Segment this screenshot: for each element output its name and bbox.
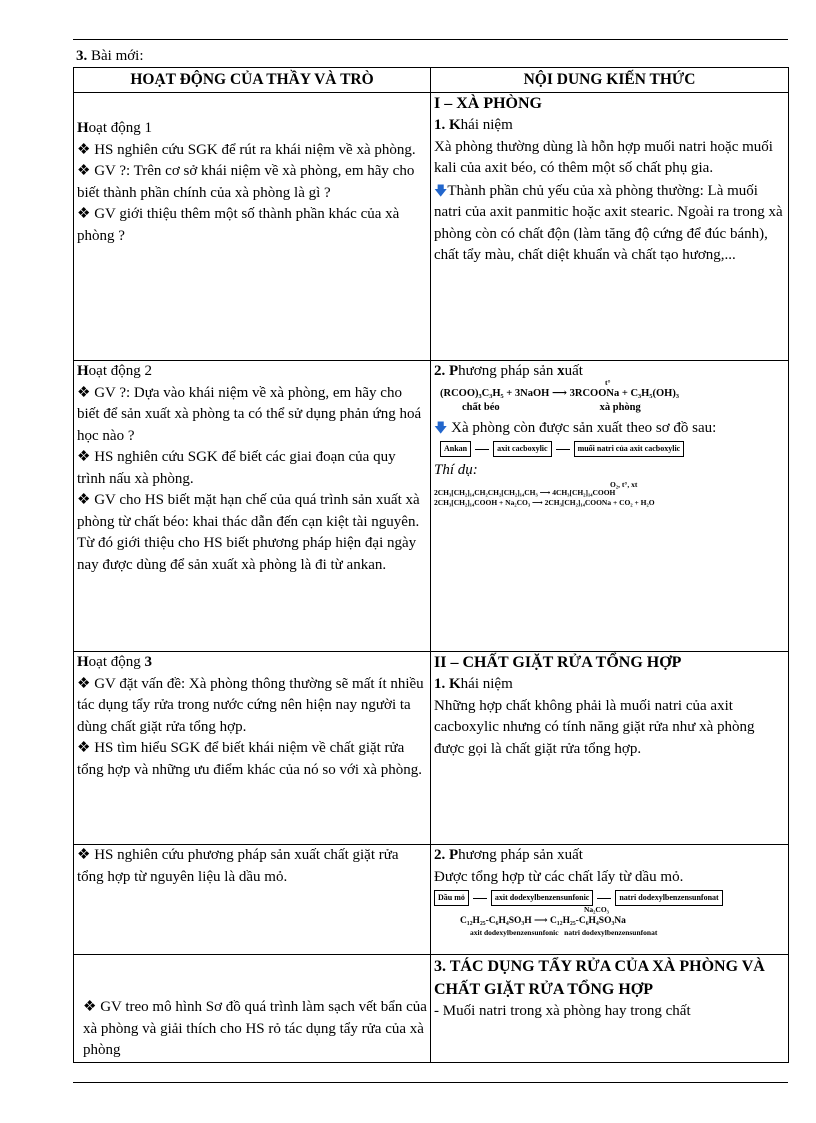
activity-item: ❖ GV cho HS biết mặt hạn chế của quá trình sản xuất xà phòng từ chất béo: khai thác dẫn đến cạn kiệt tài nguyên. Từ đó giới thiệu cho HS biết phương pháp hiện đại ngày nay được dùng để sản xuất xà phòng là đi từ ankan.	[77, 492, 420, 573]
production-flow	[440, 441, 785, 457]
table-header	[74, 68, 789, 93]
activity-item: ❖ HS tìm hiểu SGK để biết khái niệm về chất giặt rửa tổng hợp và những ưu điểm khác của nó so với xà phòng.	[77, 740, 422, 778]
table-row	[74, 652, 789, 845]
activity-item: ❖ HS nghiên cứu SGK để rút ra khái niệm về xà phòng.	[77, 141, 416, 158]
flow-arrow-icon	[556, 449, 570, 450]
flow-arrow-icon	[475, 449, 489, 450]
flow-arrow-icon	[473, 898, 487, 899]
paragraph: Xà phòng thường dùng là hỗn hợp muối natri hoặc muối kali của axit béo, có thêm một số chất phụ gia.	[434, 138, 773, 176]
top-rule	[73, 39, 788, 40]
paragraph: 🡇Thành phần chủ yếu của xà phòng thường: Là muối natri của axit panmitic hoặc axit stearic. Ngoài ra trong xà phòng còn có chất độn (làm tăng độ cứng để đúc bánh), chất tẩy màu, chất diệt khuẩn và chất tạo hương,...	[434, 182, 783, 263]
paragraph: 🡇 Xà phòng còn được sản xuất theo sơ đồ sau:	[434, 419, 717, 436]
header-right: NỘI DUNG KIẾN THỨC	[431, 68, 789, 93]
content-3	[431, 652, 789, 845]
activity-item: ❖ GV treo mô hình Sơ đồ quá trình làm sạch vết bẩn của xà phòng và giải thích cho HS rỏ tác dụng tẩy rửa của xà phòng	[83, 999, 427, 1058]
bottom-rule	[73, 1082, 788, 1083]
table-row	[74, 955, 789, 1063]
activity-4	[74, 845, 431, 955]
section-heading: II – CHẤT GIẶT RỬA TỔNG HỢP	[434, 654, 682, 671]
subheading: 2. Phương pháp sản xuất	[434, 847, 583, 863]
content-4	[431, 845, 789, 955]
activity-item: ❖ HS nghiên cứu phương pháp sản xuất chất giặt rửa tổng hợp từ nguyên liệu là dầu mỏ.	[77, 847, 399, 885]
flow-arrow-icon	[597, 898, 611, 899]
flow-step: axit cacboxylic	[493, 441, 551, 457]
header-left: HOẠT ĐỘNG CỦA THẦY VÀ TRÒ	[74, 68, 431, 93]
arrow-bullet-icon: 🡇	[434, 182, 448, 198]
flow-step: natri dodexylbenzensunfonat	[615, 890, 722, 906]
section-title: 3. Bài mới:	[76, 48, 144, 64]
flow-step: muối natri của axit cacboxylic	[574, 441, 685, 457]
flow-step: Dầu mỏ	[434, 890, 469, 906]
activity-item: ❖ GV ?: Trên cơ sở khái niệm về xà phòng, em hãy cho biết thành phần chính của xà phòng là gì ?	[77, 163, 415, 201]
section-heading: 3. TÁC DỤNG TẨY RỬA CỦA XÀ PHÒNG VÀ CHẤT GIẶT RỬA TỔNG HỢP	[434, 958, 765, 998]
activity-item: ❖ HS nghiên cứu SGK để biết các giai đoạn của quy trình nấu xà phòng.	[77, 449, 396, 487]
content-5	[431, 955, 789, 1063]
subheading: 1. Khái niệm	[434, 117, 513, 133]
lesson-table	[73, 67, 789, 1063]
activity-item: ❖ GV giới thiệu thêm một số thành phần khác của xà phòng ?	[77, 206, 400, 244]
flow-step: Ankan	[440, 441, 471, 457]
activity-item: ❖ GV ?: Dựa vào khái niệm về xà phòng, em hãy cho biết để sản xuất xà phòng ta có thể sử dụng phản ứng hoá học nào ?	[77, 384, 422, 444]
content-1	[431, 93, 789, 361]
activity-title: Hoạt động 3	[77, 654, 152, 670]
reaction-equation-2: O₂, t°, xt 2CH₃[CH₂]₁₄CH₂CH₂[CH₂]₁₄CH₃ ⟶ 4CH₃[CH₂]₁₄COOH 2CH₃[CH₂]₁₄COOH + Na₂CO₃ ⟶ 2CH₃[CH₂]₁₄COONa + CO₂ + H₂O	[434, 479, 655, 507]
paragraph: Được tổng hợp từ các chất lấy từ dầu mỏ.	[434, 868, 684, 885]
subheading: 2. Phương pháp sản xuất	[434, 363, 583, 379]
activity-3	[74, 652, 431, 845]
paragraph: - Muối natri trong xà phòng hay trong chất	[434, 1003, 691, 1019]
table-row	[74, 93, 789, 361]
activity-title: Hoạt động 1	[77, 120, 152, 136]
reaction-equation-1: t° (RCOO)₃C₃H₅ + 3NaOH ⟶ 3RCOONa + C₃H₅(OH)₃ chất béo xà phòng	[440, 377, 679, 413]
activity-title: Hoạt động 2	[77, 363, 152, 379]
arrow-bullet-icon: 🡇	[434, 419, 448, 435]
table-row	[74, 361, 789, 652]
flow-step: axit dodexylbenzensunfonic	[491, 890, 593, 906]
activity-item: ❖ GV đặt vấn đề: Xà phòng thông thường sẽ mất ít nhiều tác dụng tẩy rửa trong nước cứng nên hiện nay người ta dùng chất giặt rửa tổng hợp.	[77, 675, 424, 735]
detergent-flow	[434, 890, 785, 906]
content-2	[431, 361, 789, 652]
paragraph: Những hợp chất không phải là muối natri của axit cacboxylic nhưng có tính năng giặt rửa như xà phòng được gọi là chất giặt rửa tổng hợp.	[434, 697, 755, 757]
activity-5	[74, 955, 431, 1063]
activity-2	[74, 361, 431, 652]
activity-1	[74, 93, 431, 361]
section-heading: I – XÀ PHÒNG	[434, 95, 542, 112]
example-label: Thí dụ:	[434, 462, 478, 478]
subheading: 1. Khái niệm	[434, 676, 513, 692]
reaction-equation-3: Na₂CO₃ C₁₂H₂₅-C₆H₄SO₃H ⟶ C₁₂H₂₅-C₆H₄SO₃Na axit dodexylbenzensunfonic natri dodexylbenzensunfonat	[460, 905, 658, 937]
table-row	[74, 845, 789, 955]
